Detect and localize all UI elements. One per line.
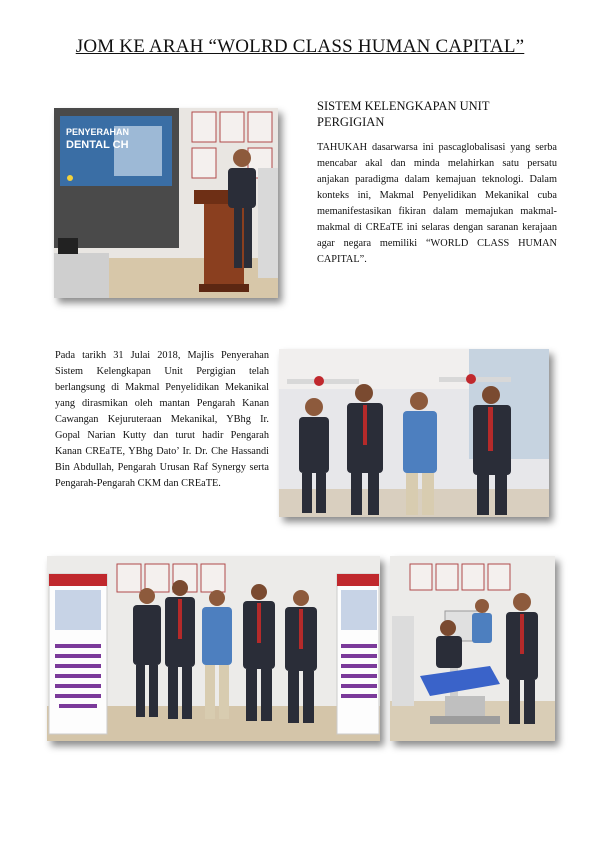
photo-podium-speech	[54, 108, 278, 298]
screen-text-1: PENYERAHAN	[66, 127, 130, 137]
page-title: JOM KE ARAH “WOLRD CLASS HUMAN CAPITAL”	[75, 36, 525, 57]
intro-lead-word: TAHUKAH	[317, 142, 368, 153]
photo-dental-chair	[390, 556, 555, 741]
intro-text: dasarwarsa ini pascaglobalisasi yang serba mencabar akal dan minda melahirkan satu persatu anjakan paradigma dalam kemajuan teknologi. Dalam konteks ini, Makmal Penyelidikan Mekanikal cuba memanifestasikan fikiran dalam memajukan makmal-makmal di CREaTE ini selaras dengan saranan kerajaan agar negara memiliki “WORLD CLASS HUMAN CAPITAL”.	[317, 142, 557, 265]
photo-ribbon-ceremony	[279, 349, 549, 517]
article-heading: SISTEM KELENGKAPAN UNIT PERGIGIAN	[317, 99, 490, 129]
body-paragraph: Pada tarikh 31 Julai 2018, Majlis Penyerahan Sistem Kelengkapan Unit Pergigian telah berlangsung di Makmal Penyelidikan Mekanikal yang dirasmikan oleh mantan Pengarah Kanan Cawangan Kejuruteraan Mekanikal, YBhg Ir. Gopal Narian Kutty dan turut hadir Pengarah Kanan CREaTE, YBhg Dato’ Ir. Dr. Che Hassandi Bin Abdullah, Pengarah Urusan Raf Synergy serta Pengarah-Pengarah CKM dan CREaTE.	[55, 350, 269, 489]
screen-text-2: DENTAL CH	[66, 139, 129, 151]
photo-group	[47, 556, 380, 741]
intro-paragraph	[317, 140, 557, 268]
